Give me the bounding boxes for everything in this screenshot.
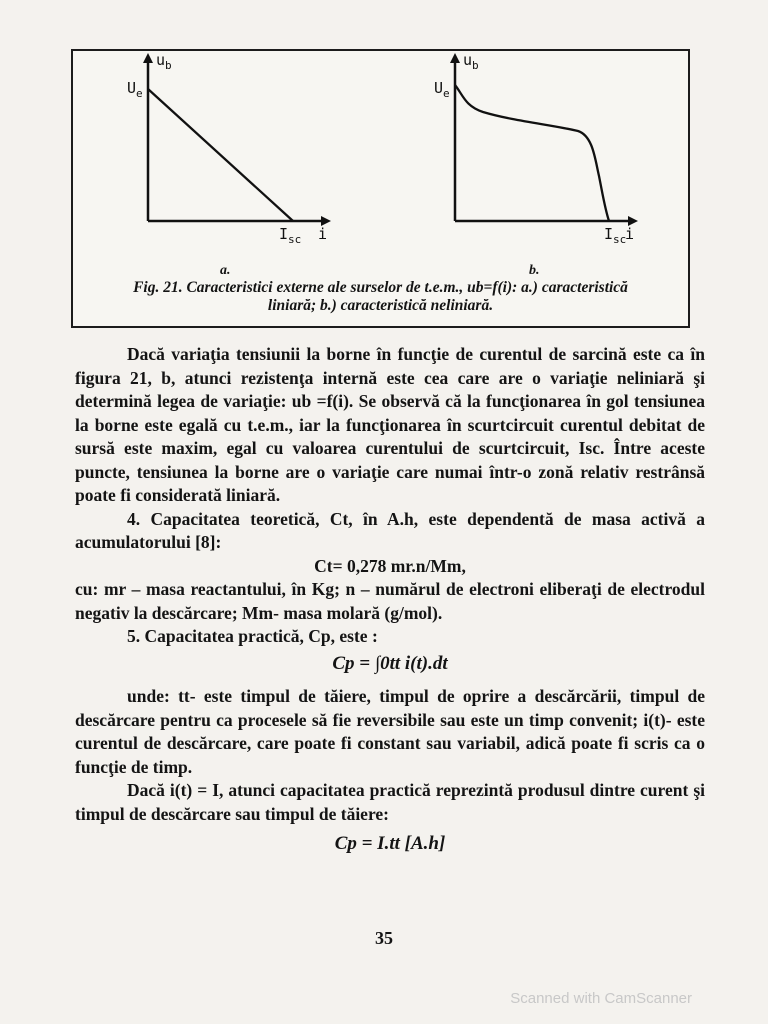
paragraph-variatie: Dacă variaţia tensiunii la borne în funcţie de curentul de sarcină este ca în figura 21, b, atunci rezistenţa internă este cea care are o variaţie neliniară şi determină legea de variaţie: ub =f(i). Se observă că la funcţionarea în gol tensiunea la borne este egală cu t.e.m., iar la funcţionarea în scurtcircuit curentul debitat de sursă este maxim, egal cu valoarea curentului de scurtcircuit, Isc. Între aceste puncte, tensiunea la borne are o variaţie care numai într-o zonă relativ restrânsă poate fi considerată liniară. [75, 344, 705, 505]
graph-b-ub-label: $u_b$ [463, 51, 479, 72]
graph-a-ub-label: $u_b$ [156, 51, 172, 72]
formula-cp-integral: Cp = ∫0tt i(t).dt [332, 652, 448, 674]
graph-a-isc-label: $I_{sc}$ [279, 225, 302, 246]
graph-a [127, 51, 331, 246]
paragraph-i-constant: Dacă i(t) = I, atunci capacitatea practică reprezintă produsul dintre curent şi timpul de descărcare sau timpul de tăiere: [75, 780, 705, 824]
graph-b-nonlinear-curve [455, 85, 609, 221]
caption-line-1: Fig. 21. Caracteristici externe ale surselor de t.e.m., ub=f(i): a.) caracteristică [133, 279, 628, 296]
paragraph-capacitate-practica: 5. Capacitatea practică, Cp, este : [127, 626, 378, 646]
graph-b-i-label: i [625, 225, 635, 243]
graph-a-linear-curve [148, 89, 293, 221]
formula-ct: Ct= 0,278 mr.n/Mm, [314, 555, 466, 576]
graph-b-ue-label: $U_e$ [434, 79, 450, 100]
paragraph-capacitate-teoretica: 4. Capacitatea teoretică, Ct, în A.h, este dependentă de masa activă a acumulatorului [8]: [75, 508, 705, 552]
graph-a-i-label: i [318, 225, 328, 243]
body-text [75, 343, 705, 856]
figure-graphs [73, 51, 688, 276]
graph-a-ue-label: $U_e$ [127, 79, 143, 100]
graph-b [434, 51, 638, 246]
scanner-watermark: Scanned with CamScanner [510, 990, 692, 1007]
graph-a-y-arrow [143, 53, 153, 63]
panel-label-a: a. [220, 263, 231, 278]
figure-caption [81, 279, 680, 315]
caption-line-2: liniară; b.) caracteristică neliniară. [267, 297, 494, 314]
graph-b-y-arrow [450, 53, 460, 63]
page-number: 35 [375, 928, 393, 948]
formula-cp-product: Cp = I.tt [A.h] [334, 833, 446, 854]
panel-label-b: b. [529, 263, 540, 278]
paragraph-definitii: cu: mr – masa reactantului, în Kg; n – numărul de electroni eliberaţi de electrodul negativ la descărcare; Mm- masa molară (g/mol). [75, 579, 705, 623]
graph-b-isc-label: $I_{sc}$ [604, 225, 627, 246]
figure-21 [71, 49, 690, 328]
paragraph-unde: unde: tt- este timpul de tăiere, timpul de oprire a descărcării, timpul de descărcare pentru ca procesele să fie reversibile sau este un timp convenit; i(t)- este curentul de descărcare, care poate fi constant sau variabil, adică poate fi scris ca o funcţie de timp. [75, 686, 705, 777]
